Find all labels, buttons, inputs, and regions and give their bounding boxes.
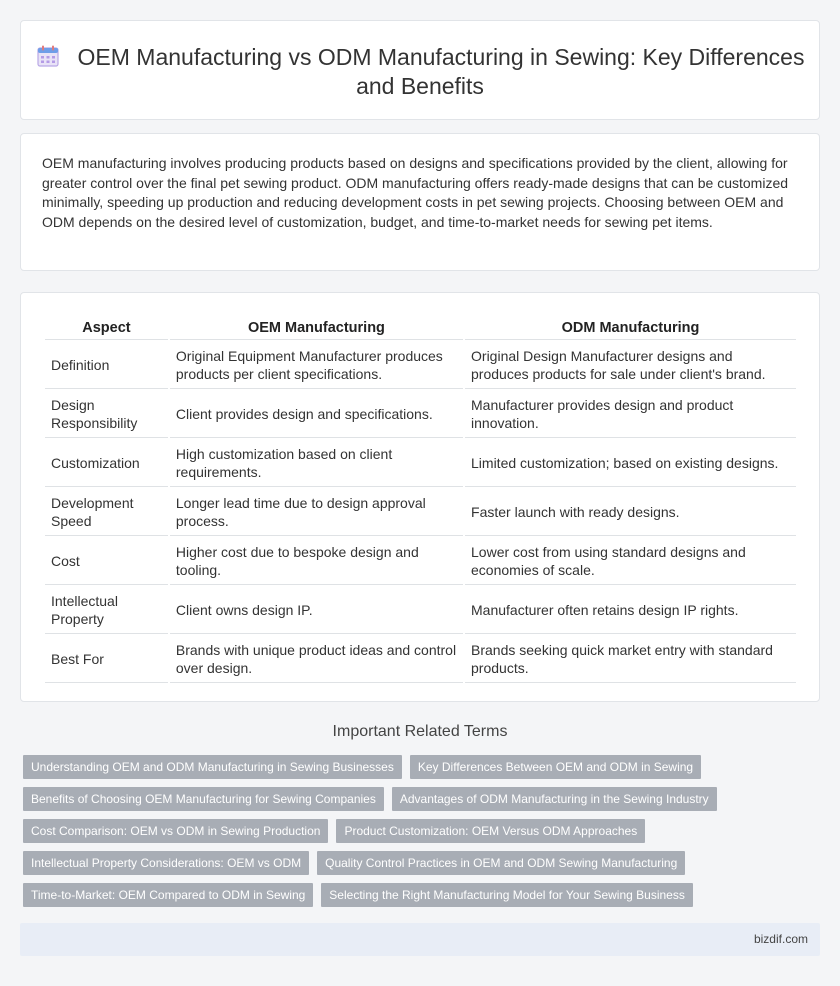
related-term-link[interactable]: Understanding OEM and ODM Manufacturing in Sewing Businesses — [23, 755, 402, 779]
table-row — [45, 587, 796, 634]
page-title: OEM Manufacturing vs ODM Manufacturing in Sewing: Key Differences and Benefits — [77, 44, 805, 99]
oem-cell: Original Equipment Manufacturer produces products per client specifications. — [170, 342, 463, 389]
intro-paragraph: OEM manufacturing involves producing products based on designs and specifications provided by the client, allowing for greater control over the final pet sewing product. ODM manufacturing offers ready-made designs that can be customized minimally, speeding up production and reducing development costs in pet sewing projects. Choosing between OEM and ODM depends on the desired level of customization, budget, and time-to-market needs for sewing pet items. — [42, 155, 789, 230]
aspect-cell: Development Speed — [45, 489, 168, 536]
page-title-wrap — [21, 43, 819, 101]
related-term-link[interactable]: Product Customization: OEM Versus ODM Approaches — [336, 819, 645, 843]
related-term-link[interactable]: Quality Control Practices in OEM and ODM Sewing Manufacturing — [317, 851, 685, 875]
related-term-link[interactable]: Advantages of ODM Manufacturing in the Sewing Industry — [392, 787, 717, 811]
related-term-link[interactable]: Intellectual Property Considerations: OEM vs ODM — [23, 851, 309, 875]
odm-cell: Manufacturer often retains design IP rights. — [465, 587, 796, 634]
oem-cell: Longer lead time due to design approval process. — [170, 489, 463, 536]
odm-cell: Brands seeking quick market entry with standard products. — [465, 636, 796, 683]
table-row — [45, 636, 796, 683]
odm-cell: Lower cost from using standard designs and economies of scale. — [465, 538, 796, 585]
oem-cell: High customization based on client requirements. — [170, 440, 463, 487]
footer — [20, 923, 820, 956]
intro-card — [20, 133, 820, 271]
related-term-link[interactable]: Selecting the Right Manufacturing Model for Your Sewing Business — [321, 883, 693, 907]
tag-row — [23, 819, 713, 843]
odm-cell: Original Design Manufacturer designs and produces products for sale under client's brand. — [465, 342, 796, 389]
header-oem: OEM Manufacturing — [170, 317, 463, 340]
aspect-cell: Cost — [45, 538, 168, 585]
footer-site-link[interactable]: bizdif.com — [753, 932, 808, 946]
related-term-link[interactable]: Cost Comparison: OEM vs ODM in Sewing Production — [23, 819, 328, 843]
oem-cell: Client owns design IP. — [170, 587, 463, 634]
related-terms-heading: Important Related Terms — [332, 723, 508, 740]
calendar-icon — [36, 44, 60, 68]
comparison-table-card — [20, 292, 820, 702]
header-odm: ODM Manufacturing — [465, 317, 796, 340]
odm-cell: Faster launch with ready designs. — [465, 489, 796, 536]
aspect-cell: Definition — [45, 342, 168, 389]
tag-row — [23, 787, 713, 811]
table-header-row — [45, 317, 796, 340]
related-term-link[interactable]: Key Differences Between OEM and ODM in Sewing — [410, 755, 701, 779]
table-row — [45, 440, 796, 487]
aspect-cell: Customization — [45, 440, 168, 487]
header-card — [20, 20, 820, 120]
table-row — [45, 538, 796, 585]
aspect-cell: Design Responsibility — [45, 391, 168, 438]
oem-cell: Brands with unique product ideas and control over design. — [170, 636, 463, 683]
oem-cell: Client provides design and specifications. — [170, 391, 463, 438]
odm-cell: Limited customization; based on existing designs. — [465, 440, 796, 487]
aspect-cell: Intellectual Property — [45, 587, 168, 634]
header-aspect: Aspect — [45, 317, 168, 340]
aspect-cell: Best For — [45, 636, 168, 683]
tag-row — [23, 755, 713, 779]
table-row — [45, 391, 796, 438]
odm-cell: Manufacturer provides design and product innovation. — [465, 391, 796, 438]
related-term-link[interactable]: Benefits of Choosing OEM Manufacturing for Sewing Companies — [23, 787, 384, 811]
comparison-table — [43, 315, 798, 685]
related-term-link[interactable]: Time-to-Market: OEM Compared to ODM in Sewing — [23, 883, 313, 907]
tag-row — [23, 883, 713, 907]
table-row — [45, 342, 796, 389]
tag-row — [23, 851, 713, 875]
oem-cell: Higher cost due to bespoke design and tooling. — [170, 538, 463, 585]
related-terms-list — [23, 755, 713, 915]
table-row — [45, 489, 796, 536]
